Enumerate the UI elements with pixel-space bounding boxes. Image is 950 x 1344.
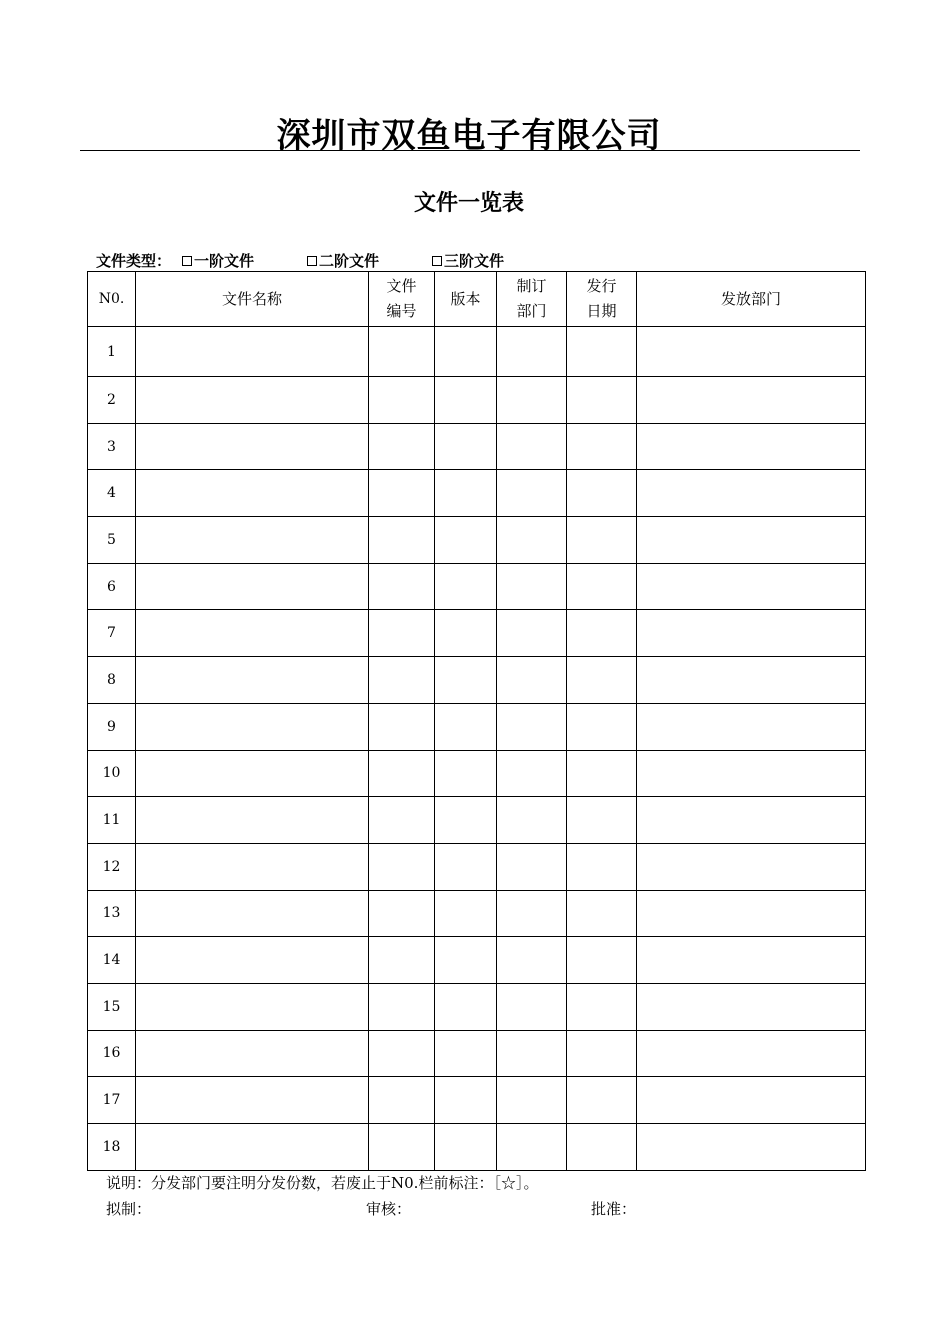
version-cell[interactable] [435, 377, 497, 424]
issuing-dept-cell[interactable] [497, 377, 567, 424]
issuing-dept-cell[interactable] [497, 1077, 567, 1124]
file-name-cell[interactable] [136, 1077, 369, 1124]
header-distribution-dept: 发放部门 [637, 272, 866, 327]
issue-date-cell[interactable] [567, 563, 637, 610]
distribution-dept-cell[interactable] [637, 470, 866, 517]
file-name-cell[interactable] [136, 563, 369, 610]
issuing-dept-cell[interactable] [497, 327, 567, 377]
issue-date-cell[interactable] [567, 1077, 637, 1124]
distribution-dept-cell[interactable] [637, 610, 866, 657]
row-number: 7 [88, 610, 136, 657]
issue-date-cell[interactable] [567, 1124, 637, 1171]
file-name-cell[interactable] [136, 470, 369, 517]
checkbox-icon[interactable] [307, 256, 317, 266]
file-code-cell[interactable] [369, 937, 435, 984]
distribution-dept-cell[interactable] [637, 423, 866, 470]
version-cell[interactable] [435, 1077, 497, 1124]
distribution-dept-cell[interactable] [637, 517, 866, 564]
file-code-cell[interactable] [369, 470, 435, 517]
file-name-cell[interactable] [136, 1124, 369, 1171]
file-code-cell[interactable] [369, 563, 435, 610]
issue-date-cell[interactable] [567, 750, 637, 797]
row-number: 13 [88, 890, 136, 937]
version-cell[interactable] [435, 423, 497, 470]
distribution-dept-cell[interactable] [637, 797, 866, 844]
issue-date-cell[interactable] [567, 327, 637, 377]
table-row [88, 937, 866, 984]
file-name-cell[interactable] [136, 1030, 369, 1077]
issuing-dept-cell[interactable] [497, 797, 567, 844]
distribution-dept-cell[interactable] [637, 703, 866, 750]
file-name-cell[interactable] [136, 377, 369, 424]
table-row [88, 423, 866, 470]
row-number: 14 [88, 937, 136, 984]
file-name-cell[interactable] [136, 937, 369, 984]
issue-date-cell[interactable] [567, 890, 637, 937]
table-row [88, 750, 866, 797]
table-row [88, 983, 866, 1030]
row-number: 10 [88, 750, 136, 797]
table-row [88, 1077, 866, 1124]
checkbox-icon[interactable] [182, 256, 192, 266]
row-number: 15 [88, 983, 136, 1030]
file-name-cell[interactable] [136, 610, 369, 657]
file-code-cell[interactable] [369, 423, 435, 470]
table-row [88, 1124, 866, 1171]
checkbox-icon[interactable] [432, 256, 442, 266]
drafted-by-label: 拟制： [106, 1200, 152, 1218]
issuing-dept-cell[interactable] [497, 937, 567, 984]
row-number: 17 [88, 1077, 136, 1124]
table-row [88, 470, 866, 517]
distribution-dept-cell[interactable] [637, 937, 866, 984]
file-name-cell[interactable] [136, 797, 369, 844]
version-cell[interactable] [435, 517, 497, 564]
header-issue-date-line1: 发行 [586, 277, 617, 295]
issue-date-cell[interactable] [567, 470, 637, 517]
file-name-cell[interactable] [136, 983, 369, 1030]
row-number: 2 [88, 377, 136, 424]
table-row [88, 517, 866, 564]
distribution-dept-cell[interactable] [637, 327, 866, 377]
issuing-dept-cell[interactable] [497, 657, 567, 704]
row-number: 16 [88, 1030, 136, 1077]
table-row [88, 843, 866, 890]
footer-note: 说明：分发部门要注明分发份数，若废止于N0.栏前标注：［☆］。 [106, 1174, 539, 1192]
header-issue-date [567, 272, 637, 327]
document-title: 文件一览表 [413, 191, 524, 216]
header-issuing-dept-line1: 制订 [516, 277, 547, 295]
header-issue-date-line2: 日期 [586, 302, 617, 320]
file-code-cell[interactable] [369, 1030, 435, 1077]
file-code-cell[interactable] [369, 377, 435, 424]
file-type-option-level2[interactable] [307, 250, 379, 271]
table-row [88, 1030, 866, 1077]
version-cell[interactable] [435, 1030, 497, 1077]
header-file-code-line1: 文件 [386, 277, 417, 295]
distribution-dept-cell[interactable] [637, 843, 866, 890]
file-type-option-label: 二阶文件 [319, 252, 380, 270]
issuing-dept-cell[interactable] [497, 517, 567, 564]
row-number: 3 [88, 423, 136, 470]
file-name-cell[interactable] [136, 423, 369, 470]
header-file-code [369, 272, 435, 327]
file-code-cell[interactable] [369, 1124, 435, 1171]
issuing-dept-cell[interactable] [497, 703, 567, 750]
distribution-dept-cell[interactable] [637, 657, 866, 704]
issuing-dept-cell[interactable] [497, 610, 567, 657]
approved-by-label: 批准： [591, 1200, 637, 1218]
file-name-cell[interactable] [136, 843, 369, 890]
file-type-option-label: 一阶文件 [194, 252, 255, 270]
version-cell[interactable] [435, 657, 497, 704]
distribution-dept-cell[interactable] [637, 983, 866, 1030]
distribution-dept-cell[interactable] [637, 1077, 866, 1124]
file-code-cell[interactable] [369, 983, 435, 1030]
table-row [88, 657, 866, 704]
issuing-dept-cell[interactable] [497, 843, 567, 890]
document-list-table [87, 271, 866, 1171]
version-cell[interactable] [435, 843, 497, 890]
version-cell[interactable] [435, 563, 497, 610]
issue-date-cell[interactable] [567, 423, 637, 470]
table-row [88, 703, 866, 750]
issue-date-cell[interactable] [567, 1030, 637, 1077]
version-cell[interactable] [435, 1124, 497, 1171]
issue-date-cell[interactable] [567, 517, 637, 564]
issue-date-cell[interactable] [567, 610, 637, 657]
issuing-dept-cell[interactable] [497, 750, 567, 797]
file-code-cell[interactable] [369, 703, 435, 750]
table-row [88, 890, 866, 937]
file-name-cell[interactable] [136, 517, 369, 564]
file-name-cell[interactable] [136, 750, 369, 797]
file-code-cell[interactable] [369, 517, 435, 564]
row-number: 9 [88, 703, 136, 750]
version-cell[interactable] [435, 703, 497, 750]
header-issuing-dept [497, 272, 567, 327]
table-row [88, 563, 866, 610]
header-issuing-dept-line2: 部门 [516, 302, 547, 320]
issue-date-cell[interactable] [567, 843, 637, 890]
header-version: 版本 [435, 272, 497, 327]
row-number: 8 [88, 657, 136, 704]
file-type-option-level1[interactable] [182, 250, 254, 271]
issuing-dept-cell[interactable] [497, 1030, 567, 1077]
file-code-cell[interactable] [369, 610, 435, 657]
distribution-dept-cell[interactable] [637, 1030, 866, 1077]
version-cell[interactable] [435, 470, 497, 517]
header-file-code-line2: 编号 [386, 302, 417, 320]
file-name-cell[interactable] [136, 327, 369, 377]
header-file-name: 文件名称 [136, 272, 369, 327]
header-no: N0. [88, 272, 136, 327]
version-cell[interactable] [435, 327, 497, 377]
issue-date-cell[interactable] [567, 703, 637, 750]
file-name-cell[interactable] [136, 657, 369, 704]
file-code-cell[interactable] [369, 843, 435, 890]
issue-date-cell[interactable] [567, 377, 637, 424]
file-code-cell[interactable] [369, 797, 435, 844]
issuing-dept-cell[interactable] [497, 423, 567, 470]
row-number: 12 [88, 843, 136, 890]
file-code-cell[interactable] [369, 657, 435, 704]
distribution-dept-cell[interactable] [637, 377, 866, 424]
issue-date-cell[interactable] [567, 797, 637, 844]
file-name-cell[interactable] [136, 703, 369, 750]
distribution-dept-cell[interactable] [637, 563, 866, 610]
table-row [88, 610, 866, 657]
issuing-dept-cell[interactable] [497, 563, 567, 610]
distribution-dept-cell[interactable] [637, 750, 866, 797]
version-cell[interactable] [435, 750, 497, 797]
issuing-dept-cell[interactable] [497, 890, 567, 937]
table-row [88, 377, 866, 424]
row-number: 11 [88, 797, 136, 844]
version-cell[interactable] [435, 983, 497, 1030]
version-cell[interactable] [435, 610, 497, 657]
table-row [88, 797, 866, 844]
issuing-dept-cell[interactable] [497, 1124, 567, 1171]
row-number: 1 [88, 327, 136, 377]
row-number: 4 [88, 470, 136, 517]
issue-date-cell[interactable] [567, 657, 637, 704]
distribution-dept-cell[interactable] [637, 890, 866, 937]
distribution-dept-cell[interactable] [637, 1124, 866, 1171]
version-cell[interactable] [435, 890, 497, 937]
file-type-label: 文件类型： [96, 252, 172, 270]
row-number: 18 [88, 1124, 136, 1171]
reviewed-by-label: 审核： [366, 1200, 412, 1218]
table-row [88, 327, 866, 377]
issuing-dept-cell[interactable] [497, 983, 567, 1030]
issue-date-cell[interactable] [567, 983, 637, 1030]
file-code-cell[interactable] [369, 890, 435, 937]
title-divider [80, 150, 860, 151]
issue-date-cell[interactable] [567, 937, 637, 984]
file-type-option-label: 三阶文件 [444, 252, 505, 270]
issuing-dept-cell[interactable] [497, 470, 567, 517]
company-title: 深圳市双鱼电子有限公司 [276, 116, 662, 156]
row-number: 5 [88, 517, 136, 564]
file-type-option-level3[interactable] [432, 250, 504, 271]
file-code-cell[interactable] [369, 1077, 435, 1124]
version-cell[interactable] [435, 937, 497, 984]
row-number: 6 [88, 563, 136, 610]
version-cell[interactable] [435, 797, 497, 844]
file-code-cell[interactable] [369, 750, 435, 797]
file-code-cell[interactable] [369, 327, 435, 377]
file-name-cell[interactable] [136, 890, 369, 937]
table-header-row [88, 272, 866, 327]
table-body [88, 327, 866, 1171]
